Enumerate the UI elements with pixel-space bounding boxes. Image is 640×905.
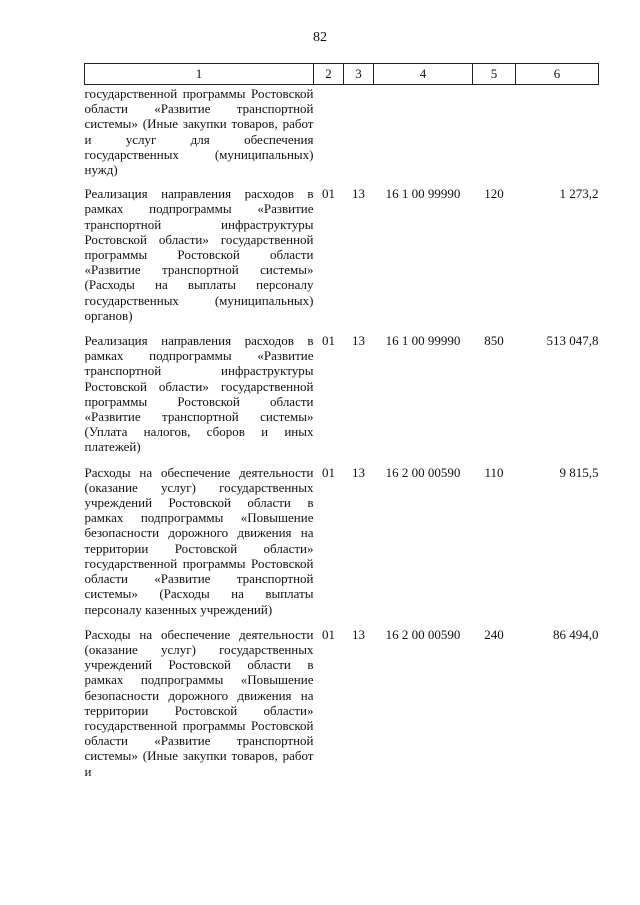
row-section-code: 01 [322, 333, 335, 349]
row-amount: 1 273,2 [559, 186, 599, 202]
row-amount: 86 494,0 [553, 626, 599, 642]
row-subsection-code: 13 [352, 333, 365, 349]
header-col-4: 4 [374, 64, 473, 85]
row-target-article [374, 85, 473, 187]
row-expense-type: 850 [484, 333, 504, 349]
row-target-article: 16 1 00 99990 [385, 333, 461, 349]
row-expense-type: 110 [484, 464, 504, 480]
row-amount [516, 85, 599, 187]
header-col-5: 5 [473, 64, 516, 85]
row-amount: 9 815,5 [559, 464, 599, 480]
table-row [85, 465, 599, 627]
table-row [85, 186, 599, 333]
table-row [85, 333, 599, 465]
row-expense-type: 240 [484, 626, 504, 642]
row-section-code [314, 85, 344, 187]
row-target-article: 16 2 00 00590 [385, 626, 461, 642]
row-description: государственной программы Ростовской области «Развитие транспортной системы» (Иные закупки товаров, работ и услуг для обеспечения государственных (муниципальных) нужд) [84, 86, 314, 178]
row-description: Реализация направления расходов в рамках подпрограммы «Развитие транспортной инфраструктуры Ростовской области» государственной программы Ростовской области «Развитие транспортной системы» (Расходы на выплаты персоналу государственных (муниципальных) органов) [84, 186, 314, 323]
row-target-article: 16 2 00 00590 [385, 464, 461, 480]
row-subsection-code: 13 [352, 186, 365, 202]
row-description: Расходы на обеспечение деятельности (оказание услуг) государственных учреждений Ростовской области в рамках подпрограммы «Повышение безопасности дорожного движения на территории Ростовской области» государственной программы Ростовской области «Развитие транспортной системы» (Расходы на выплаты персоналу казенных учреждений) [84, 464, 314, 617]
table-row [85, 627, 599, 779]
row-section-code: 01 [322, 626, 335, 642]
row-expense-type: 120 [484, 186, 504, 202]
header-col-2: 2 [314, 64, 344, 85]
row-target-article: 16 1 00 99990 [385, 186, 461, 202]
row-amount: 513 047,8 [546, 333, 599, 349]
header-col-1: 1 [85, 64, 314, 85]
budget-table [84, 63, 599, 779]
row-expense-type [473, 85, 516, 187]
table-row [85, 85, 599, 187]
row-subsection-code: 13 [352, 464, 365, 480]
row-description: Расходы на обеспечение деятельности (оказание услуг) государственных учреждений Ростовской области в рамках подпрограммы «Повышение безопасности дорожного движения на территории Ростовской области» государственной программы Ростовской области «Развитие транспортной системы» (Иные закупки товаров, работ и [84, 626, 314, 779]
row-section-code: 01 [322, 186, 335, 202]
row-description: Реализация направления расходов в рамках подпрограммы «Развитие транспортной инфраструктуры Ростовской области» государственной программы Ростовской области «Развитие транспортной системы» (Уплата налогов, сборов и иных платежей) [84, 333, 314, 455]
row-subsection-code: 13 [352, 626, 365, 642]
table-header-row [85, 64, 599, 85]
header-col-6: 6 [516, 64, 599, 85]
row-subsection-code [344, 85, 374, 187]
header-col-3: 3 [344, 64, 374, 85]
page-number: 82 [313, 30, 327, 45]
row-section-code: 01 [322, 464, 335, 480]
